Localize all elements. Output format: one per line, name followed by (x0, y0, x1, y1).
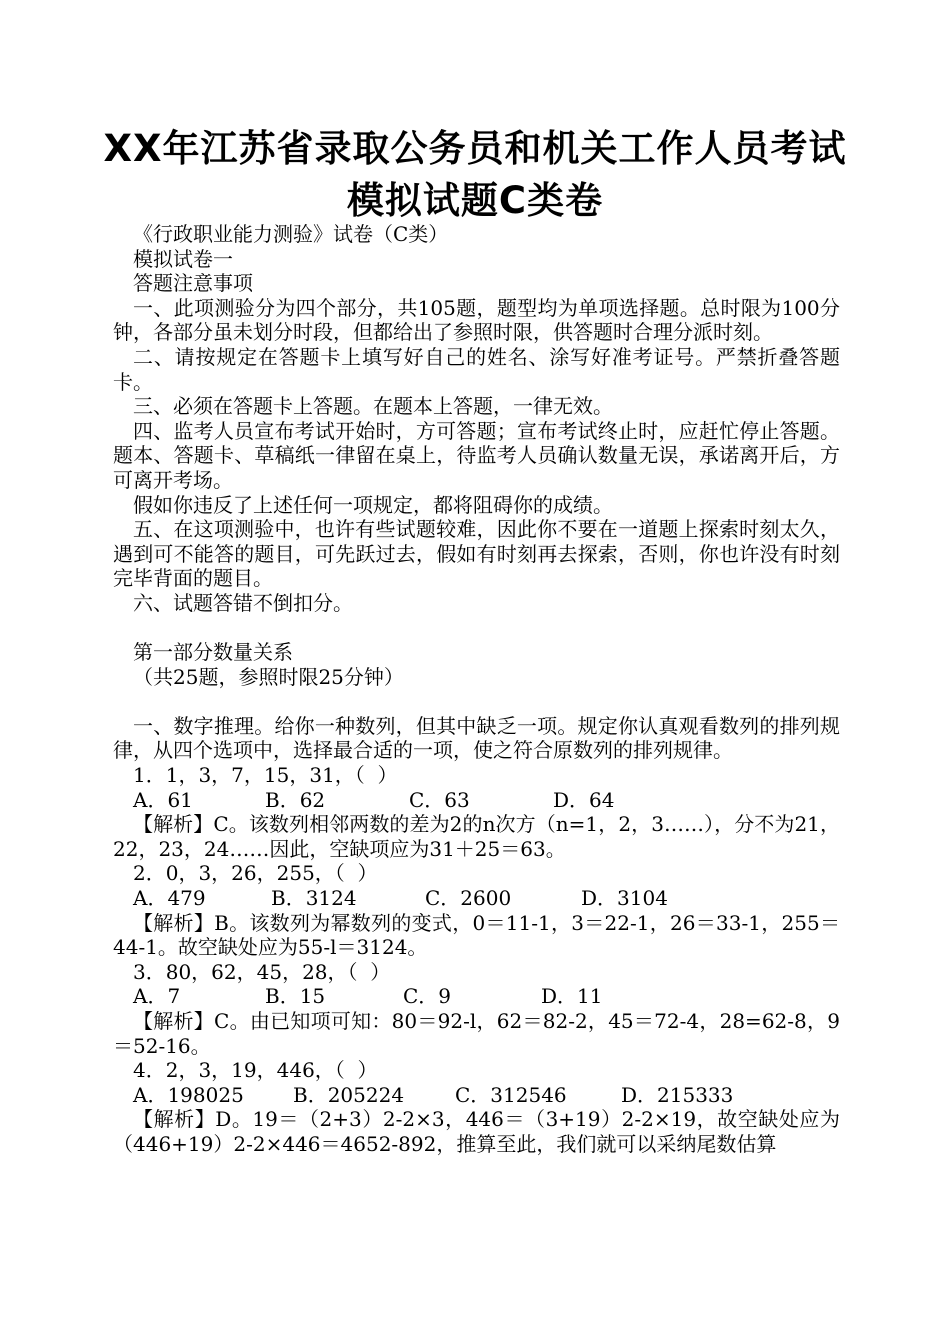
question-stem: 3．80，62，45，28，（ ） (133, 959, 391, 984)
question-options (113, 984, 840, 1009)
document-body (113, 222, 840, 1157)
option-a: A．479 (133, 886, 206, 911)
option-c: C．9 (403, 984, 452, 1009)
option-d: D．3104 (581, 886, 668, 911)
warning-text: 假如你违反了上述任何一项规定，都将阻碍你的成绩。 (133, 492, 613, 517)
part-subheading: （共25题，参照时限25分钟） (133, 664, 404, 689)
part-heading: 第一部分数量关系 (133, 640, 293, 665)
question-options (113, 886, 840, 911)
question-options (113, 788, 840, 813)
option-b: B．15 (265, 984, 326, 1009)
question-stem: 2．0，3，26，255，（ ） (133, 861, 378, 886)
question-analysis: 【解析】C。该数列相邻两数的差为2的n次方（n=1，2，3……），分不为21，22，23，24……因此，空缺项应为31＋25＝63。 (113, 812, 840, 861)
rule-5: 五、在这项测验中，也许有些试题较难，因此你不要在一道题上探索时刻太久，遇到可不能答的题目，可先跃过去，假如有时刻再去探索，否则，你也许没有时刻完毕背面的题目。 (113, 517, 840, 591)
section-instructions: 一、数字推理。给你一种数列，但其中缺乏一项。规定你认真观看数列的排列规律，从四个选项中，选择最合适的一项，使之符合原数列的排列规律。 (113, 713, 840, 763)
option-d: D．11 (541, 984, 603, 1009)
blank-line (113, 616, 840, 641)
option-a: A．7 (133, 984, 181, 1009)
rule-1: 一、此项测验分为四个部分，共105题，题型均为单项选择题。总时限为100分钟，各部分虽未划分时段，但都给出了参照时限，供答题时合理分派时刻。 (113, 295, 840, 345)
exam-name: 《行政职业能力测验》试卷（C类） (133, 222, 449, 246)
notes-heading: 答题注意事项 (133, 271, 253, 296)
rule-2: 二、请按规定在答题卡上填写好自己的姓名、涂写好准考证号。严禁折叠答题卡。 (113, 344, 840, 394)
question-options (113, 1083, 840, 1108)
option-b: B．205224 (293, 1082, 405, 1107)
option-c: C．63 (409, 787, 470, 812)
question-stem: 1．1，3，7，15，31，（ ） (133, 763, 398, 788)
question-analysis: 【解析】B。该数列为幂数列的变式，0＝11-1，3＝22-1，26＝33-1，255＝44-1。故空缺处应为55-l＝3124。 (113, 910, 840, 960)
question-stem: 4．2，3，19，446，（ ） (133, 1058, 378, 1083)
option-d: D．64 (553, 787, 615, 812)
option-d: D．215333 (621, 1082, 734, 1107)
document-title-line-2: 模拟试题C类卷 (346, 179, 604, 222)
document-title-line-1: XX年江苏省录取公务员和机关工作人员考试 (103, 127, 847, 170)
blank-line (113, 689, 840, 714)
paper-name: 模拟试卷一 (133, 246, 233, 271)
question-analysis: 【解析】D。19＝（2+3）2-2×3，446＝（3+19）2-2×19，故空缺处应为（446+19）2-2×446＝4652-892，推算至此，我们就可以采纳尾数估算 (113, 1107, 840, 1156)
rule-3: 三、必须在答题卡上答题。在题本上答题，一律无效。 (133, 394, 613, 419)
option-b: B．3124 (271, 886, 357, 911)
rule-4: 四、监考人员宣布考试开始时，方可答题；宣布考试终止时，应赶忙停止答题。题本、答题卡、草稿纸一律留在桌上，待监考人员确认数量无误，承诺离开后，方可离开考场。 (113, 418, 840, 492)
question-analysis: 【解析】C。由已知项可知：80＝92-l，62＝82-2，45＝72-4，28=62-8，9＝52-16。 (113, 1009, 840, 1058)
option-a: A．198025 (133, 1082, 244, 1107)
option-c: C．312546 (455, 1082, 567, 1107)
option-b: B．62 (265, 787, 326, 812)
option-c: C．2600 (425, 886, 512, 911)
rule-6: 六、试题答错不倒扣分。 (133, 590, 353, 615)
option-a: A．61 (133, 787, 193, 812)
